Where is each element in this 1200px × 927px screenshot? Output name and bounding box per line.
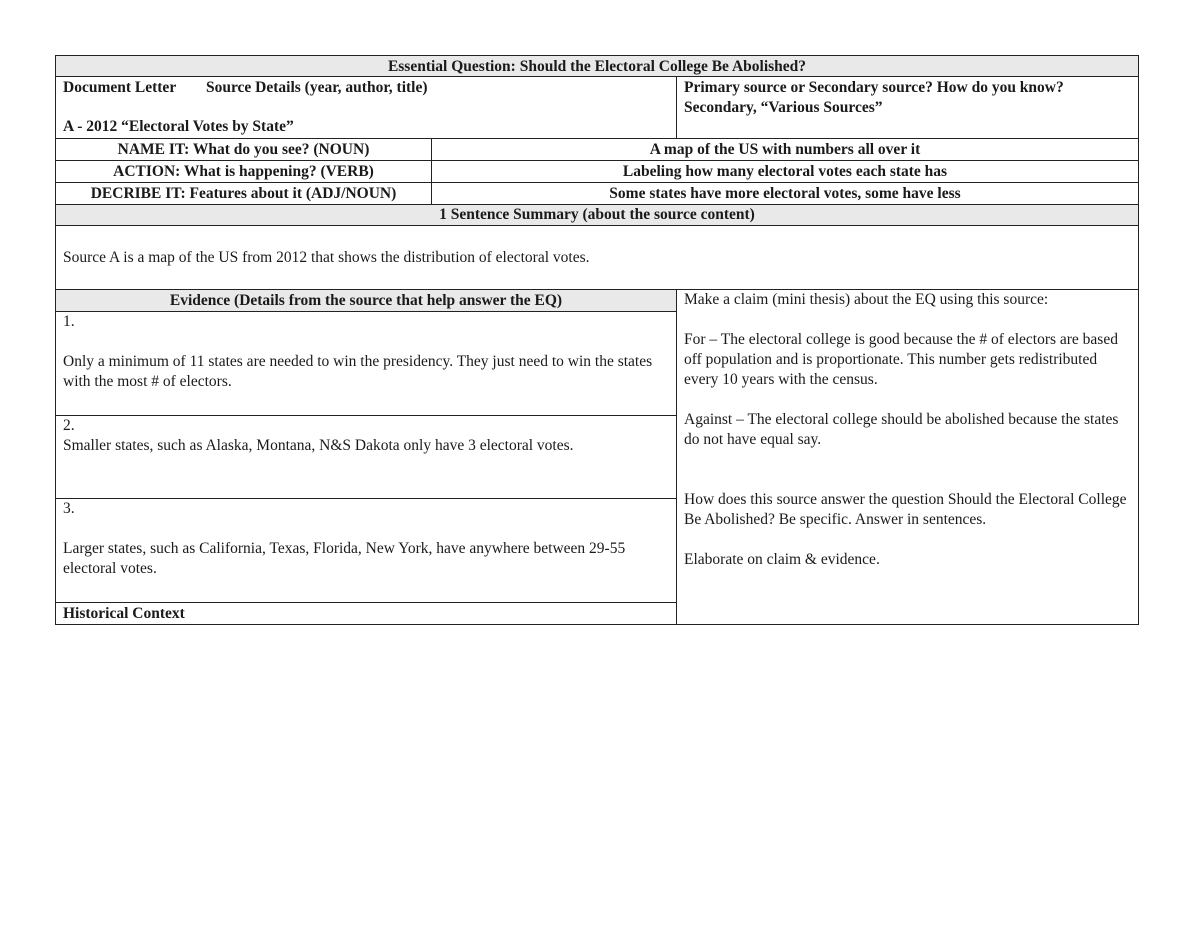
essential-question: Essential Question: Should the Electoral College Be Abolished?: [387, 58, 807, 75]
worksheet-table: [55, 55, 1139, 625]
claim-for-text: For – The electoral college is good because the # of electors are based off population and is proportionate. This number gets redistributed every 10 years with the census.: [684, 331, 1118, 388]
analysis-row-action: [55, 161, 1139, 183]
primary-secondary-cell: [676, 77, 1138, 138]
evidence-number: 3.: [63, 500, 75, 517]
claim-column: [676, 290, 1138, 624]
evidence-item-3: [56, 499, 676, 603]
primary-secondary-label: Primary source or Secondary source? How do you know?: [684, 79, 1064, 96]
summary-header-row: [55, 205, 1139, 226]
summary-text-row: [55, 226, 1139, 290]
evidence-item-2: [56, 416, 676, 499]
evidence-item-1: [56, 312, 676, 416]
historical-context: Historical Context: [56, 603, 676, 624]
source-details-cell: [56, 77, 676, 138]
analysis-row-describe: [55, 183, 1139, 205]
question-prompt: How does this source answer the question Should the Electoral College Be Abolished? Be specific. Answer in sentences.: [684, 491, 1127, 528]
source-details-label: Source Details (year, author, title): [205, 79, 428, 96]
analysis-row-name-it: [55, 139, 1139, 161]
evidence-claim-row: [55, 290, 1139, 625]
analysis-label: DECRIBE IT: Features about it (ADJ/NOUN): [90, 185, 397, 202]
evidence-number: 2.: [63, 417, 75, 434]
elaborate-prompt: Elaborate on claim & evidence.: [684, 551, 880, 568]
primary-secondary-value: Secondary, “Various Sources”: [684, 99, 883, 116]
essential-question-row: [55, 55, 1139, 77]
summary-text: Source A is a map of the US from 2012 that shows the distribution of electoral votes.: [63, 248, 590, 266]
evidence-text: Only a minimum of 11 states are needed to win the presidency. They just need to win the states with the most # of electors.: [63, 353, 653, 390]
analysis-value: A map of the US with numbers all over it: [431, 139, 1138, 160]
evidence-header: Evidence (Details from the source that help answer the EQ): [56, 290, 676, 312]
claim-prompt: Make a claim (mini thesis) about the EQ using this source:: [684, 291, 1049, 308]
analysis-value: Labeling how many electoral votes each state has: [431, 161, 1138, 182]
analysis-label: NAME IT: What do you see? (NOUN): [117, 141, 370, 158]
evidence-text: Smaller states, such as Alaska, Montana, N&S Dakota only have 3 electoral votes.: [63, 437, 574, 454]
document-letter-label: Document Letter: [63, 79, 177, 96]
evidence-text: Larger states, such as California, Texas, Florida, New York, have anywhere between 29-55 electoral votes.: [63, 540, 626, 577]
analysis-label: ACTION: What is happening? (VERB): [113, 163, 374, 180]
summary-header: 1 Sentence Summary (about the source content): [439, 206, 755, 223]
source-details-row: [55, 77, 1139, 139]
document-value: A - 2012 “Electoral Votes by State”: [63, 118, 294, 135]
evidence-number: 1.: [63, 313, 75, 330]
claim-against-text: Against – The electoral college should be abolished because the states do not have equal say.: [684, 411, 1119, 448]
analysis-value: Some states have more electoral votes, some have less: [431, 183, 1138, 204]
evidence-column: [56, 290, 676, 624]
